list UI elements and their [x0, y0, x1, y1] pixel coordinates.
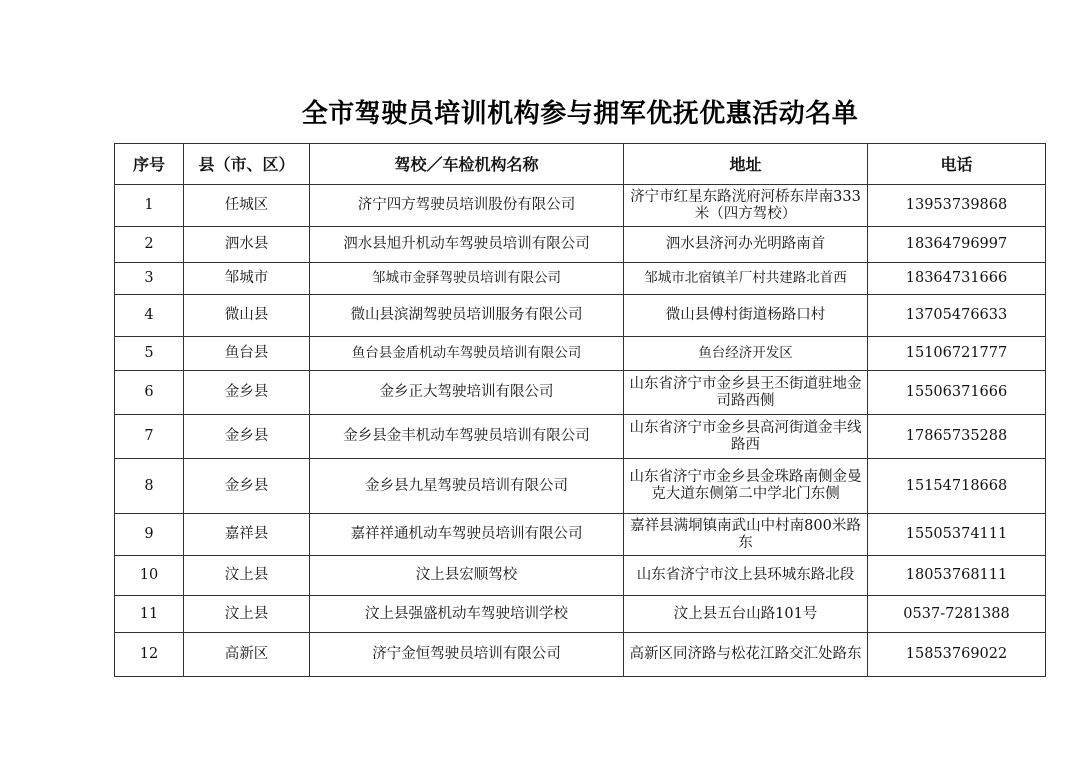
cell-no: 9: [115, 514, 184, 556]
cell-name: 金乡县金丰机动车驾驶员培训有限公司: [310, 415, 624, 459]
cell-phone: 13705476633: [868, 295, 1046, 337]
table-row: [115, 337, 1046, 371]
cell-phone: 15505374111: [868, 514, 1046, 556]
cell-name: 汶上县强盛机动车驾驶培训学校: [310, 596, 624, 633]
cell-address: 高新区同济路与松花江路交汇处路东: [624, 633, 868, 677]
cell-county: 泗水县: [184, 227, 310, 263]
cell-no: 11: [115, 596, 184, 633]
cell-county: 高新区: [184, 633, 310, 677]
cell-no: 3: [115, 263, 184, 295]
table-row: [115, 556, 1046, 596]
cell-no: 2: [115, 227, 184, 263]
cell-address: 山东省济宁市金乡县高河街道金丰线路西: [624, 415, 868, 459]
cell-name: 微山县滨湖驾驶员培训服务有限公司: [310, 295, 624, 337]
table-row: [115, 459, 1046, 514]
cell-address: 嘉祥县满垌镇南武山中村南800米路东: [624, 514, 868, 556]
cell-county: 汶上县: [184, 596, 310, 633]
cell-county: 金乡县: [184, 459, 310, 514]
header-county: 县（市、区）: [184, 144, 310, 185]
header-address: 地址: [624, 144, 868, 185]
cell-no: 5: [115, 337, 184, 371]
table-header-row: [115, 144, 1046, 185]
header-phone: 电话: [868, 144, 1046, 185]
cell-county: 金乡县: [184, 371, 310, 415]
cell-no: 10: [115, 556, 184, 596]
cell-name: 鱼台县金盾机动车驾驶员培训有限公司: [310, 337, 624, 371]
table-row: [115, 227, 1046, 263]
cell-name: 金乡县九星驾驶员培训有限公司: [310, 459, 624, 514]
cell-county: 汶上县: [184, 556, 310, 596]
cell-address: 山东省济宁市金乡县金珠路南侧金曼克大道东侧第二中学北门东侧: [624, 459, 868, 514]
cell-no: 12: [115, 633, 184, 677]
cell-phone: 13953739868: [868, 185, 1046, 227]
table-row: [115, 633, 1046, 677]
institution-table: [114, 143, 1046, 677]
table-row: [115, 415, 1046, 459]
table-row: [115, 263, 1046, 295]
cell-phone: 15506371666: [868, 371, 1046, 415]
cell-address: 鱼台经济开发区: [624, 337, 868, 371]
cell-county: 嘉祥县: [184, 514, 310, 556]
cell-no: 4: [115, 295, 184, 337]
cell-county: 鱼台县: [184, 337, 310, 371]
cell-phone: 18364796997: [868, 227, 1046, 263]
cell-phone: 0537-7281388: [868, 596, 1046, 633]
cell-phone: 18364731666: [868, 263, 1046, 295]
header-name: 驾校／车检机构名称: [310, 144, 624, 185]
cell-name: 济宁金恒驾驶员培训有限公司: [310, 633, 624, 677]
page-title: 全市驾驶员培训机构参与拥军优抚优惠活动名单: [301, 99, 859, 129]
table-row: [115, 295, 1046, 337]
cell-name: 嘉祥祥通机动车驾驶员培训有限公司: [310, 514, 624, 556]
cell-phone: 15154718668: [868, 459, 1046, 514]
cell-no: 1: [115, 185, 184, 227]
header-no: 序号: [115, 144, 184, 185]
cell-no: 7: [115, 415, 184, 459]
cell-county: 邹城市: [184, 263, 310, 295]
cell-address: 微山县傅村街道杨路口村: [624, 295, 868, 337]
table-row: [115, 185, 1046, 227]
cell-name: 金乡正大驾驶培训有限公司: [310, 371, 624, 415]
cell-no: 6: [115, 371, 184, 415]
cell-phone: 17865735288: [868, 415, 1046, 459]
cell-phone: 15106721777: [868, 337, 1046, 371]
cell-phone: 18053768111: [868, 556, 1046, 596]
cell-name: 邹城市金驿驾驶员培训有限公司: [310, 263, 624, 295]
cell-phone: 15853769022: [868, 633, 1046, 677]
cell-address: 山东省济宁市汶上县环城东路北段: [624, 556, 868, 596]
cell-name: 济宁四方驾驶员培训股份有限公司: [310, 185, 624, 227]
cell-county: 任城区: [184, 185, 310, 227]
cell-county: 金乡县: [184, 415, 310, 459]
cell-address: 山东省济宁市金乡县王丕街道驻地金司路西侧: [624, 371, 868, 415]
cell-name: 汶上县宏顺驾校: [310, 556, 624, 596]
table-row: [115, 371, 1046, 415]
cell-county: 微山县: [184, 295, 310, 337]
table-row: [115, 514, 1046, 556]
cell-address: 汶上县五台山路101号: [624, 596, 868, 633]
cell-address: 邹城市北宿镇羊厂村共建路北首西: [624, 263, 868, 295]
cell-name: 泗水县旭升机动车驾驶员培训有限公司: [310, 227, 624, 263]
cell-address: 济宁市红星东路洸府河桥东岸南333米（四方驾校）: [624, 185, 868, 227]
cell-address: 泗水县济河办光明路南首: [624, 227, 868, 263]
table-row: [115, 596, 1046, 633]
cell-no: 8: [115, 459, 184, 514]
